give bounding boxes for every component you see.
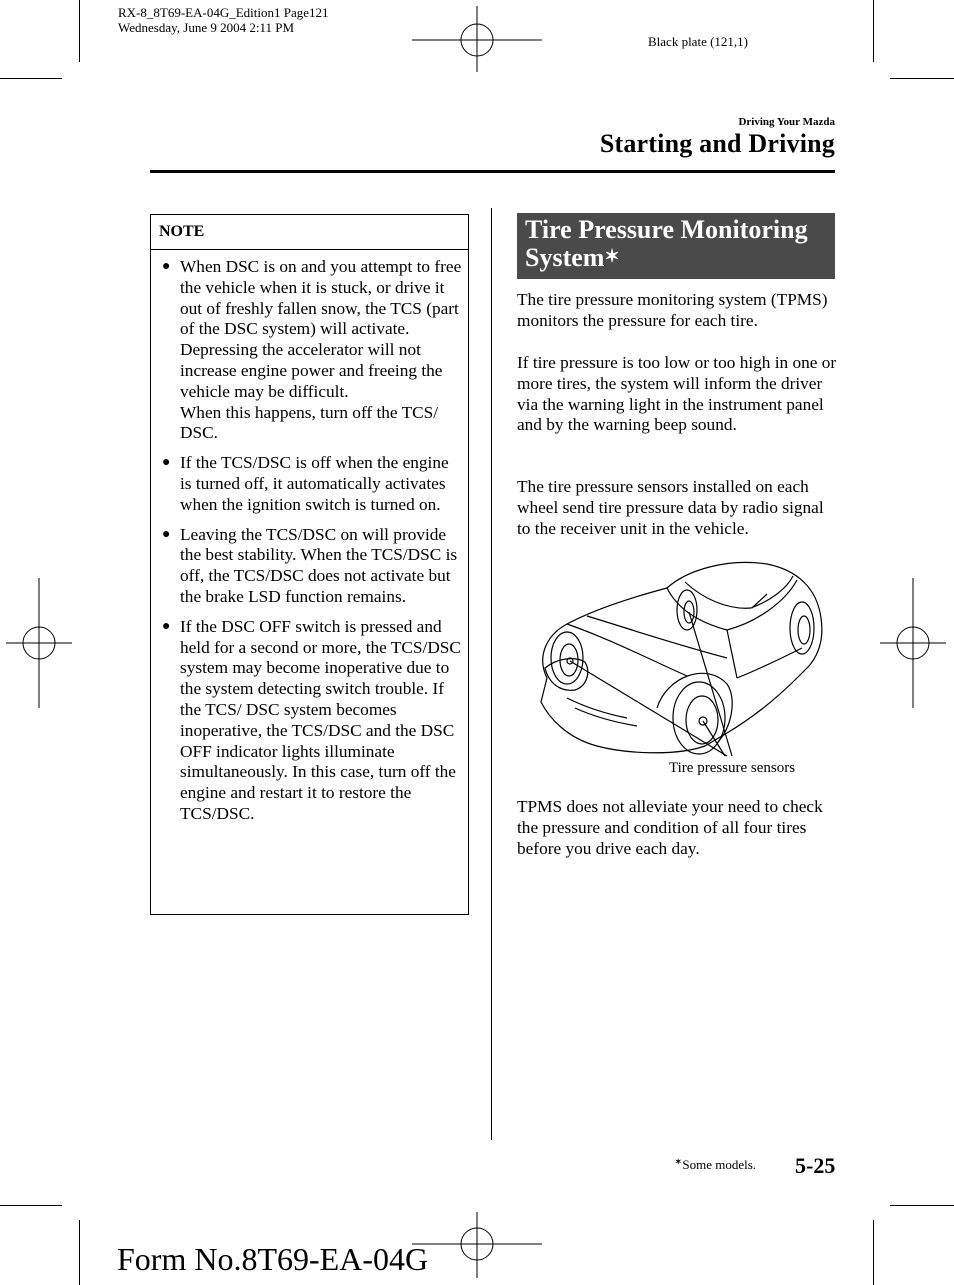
crop-mark (890, 78, 954, 79)
print-info (118, 5, 329, 35)
tpms-heading-text: Tire Pressure Monitoring System (525, 215, 808, 272)
car-illustration (527, 558, 825, 758)
bullet-icon: ● (162, 526, 171, 542)
section-kicker: Driving Your Mazda (738, 116, 835, 128)
figure-caption: Tire pressure sensors (669, 760, 796, 776)
crop-mark (79, 0, 80, 62)
plate-info: Black plate (121,1) (648, 34, 748, 49)
print-info-line: Wednesday, June 9 2004 2:11 PM (118, 20, 295, 35)
bullet-icon: ● (162, 259, 171, 274)
note-item-text: Leaving the TCS/DSC on will provide the best stability. When the TCS/DSC is off, the TCS/DSC does not activate but the brake LSD function remains. (180, 524, 458, 606)
list-item (151, 257, 468, 444)
crop-mark (873, 0, 874, 62)
crop-mark (890, 1205, 954, 1206)
crop-mark (0, 78, 62, 79)
list-item (151, 525, 468, 608)
registration-mark-top (412, 6, 542, 72)
note-list (151, 250, 468, 825)
print-info-line: RX-8_8T69-EA-04G_Edition1 Page121 (118, 5, 329, 20)
page-number: 5-25 (795, 1153, 836, 1178)
registration-mark-left (6, 578, 72, 708)
section-title: Starting and Driving (599, 129, 835, 158)
note-box (150, 214, 469, 915)
list-item (151, 617, 468, 825)
footnote-text: Some models. (682, 1157, 757, 1172)
tpms-paragraph: TPMS does not alleviate your need to check the pressure and condition of all four tires before you drive each day. (517, 797, 823, 858)
column-divider (491, 208, 492, 1140)
list-item (151, 453, 468, 515)
note-heading: NOTE (151, 215, 468, 250)
form-number: Form No.8T69-EA-04G (117, 1241, 429, 1277)
crop-mark (79, 1220, 80, 1285)
crop-mark (0, 1205, 62, 1206)
header-rule (150, 170, 835, 173)
registration-mark-bottom (412, 1212, 542, 1278)
bullet-icon: ● (162, 618, 171, 634)
note-item-text: If the TCS/DSC is off when the engine is turned off, it automatically activates when the ignition switch is turned on. (180, 453, 449, 514)
some-models-mark-icon: ✶ (604, 246, 620, 266)
note-item-continuation: When this happens, turn off the TCS/ DSC. (180, 402, 439, 443)
tpms-paragraph: The tire pressure monitoring system (TPMS) monitors the pressure for each tire. (517, 290, 828, 330)
note-item-text: When DSC is on and you attempt to free the vehicle when it is stuck, or drive it out of freshly fallen snow, the TCS (part of the DSC system) will activate. Depressing the accelerator will not increase engine power and freeing the vehicle may be difficult. (180, 257, 462, 401)
some-models-mark-icon: ✶ (674, 1157, 683, 1168)
bullet-icon: ● (162, 455, 171, 471)
tpms-heading (517, 213, 835, 279)
tpms-paragraph: If tire pressure is too low or too high in one or more tires, the system will inform the driver via the warning light in the instrument panel and by the warning beep sound. (517, 353, 837, 435)
note-item-text: If the DSC OFF switch is pressed and held for a second or more, the TCS/DSC system may become inoperative due to the system detecting switch trouble. If the TCS/ DSC system becomes inoperative, the TCS/DSC and the DSC OFF indicator lights illuminate simultaneously. In this case, turn off the engine and restart it to restore the TCS/DSC. (180, 616, 461, 823)
registration-mark-right (880, 578, 946, 708)
tpms-paragraph: The tire pressure sensors installed on each wheel send tire pressure data by radio signal to the receiver unit in the vehicle. (517, 477, 824, 538)
footnote (674, 1157, 756, 1173)
crop-mark (873, 1220, 874, 1285)
